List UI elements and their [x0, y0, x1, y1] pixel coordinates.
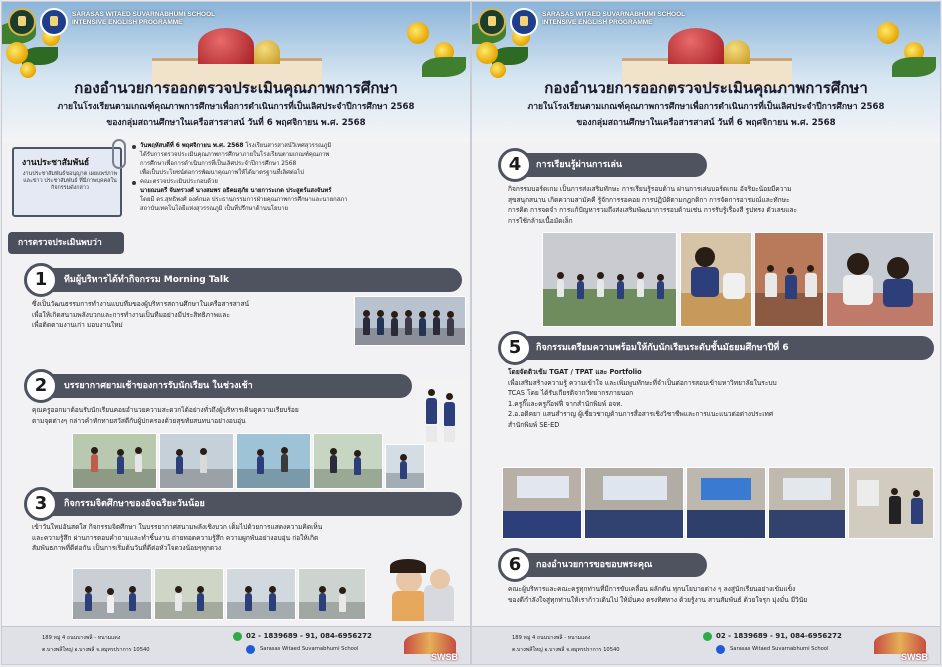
text-line: คุณครูออกมาต้อนรับนักเรียนคอยอำนวยความสะดวกได้อย่างทั่วถึงผู้บริหารเดินดูความเรียบร้อย	[32, 406, 299, 414]
section-2-text	[32, 405, 432, 426]
brand-mark: SWSB	[431, 652, 458, 662]
footer-phone: 02 - 1839689 - 91, 084-6956272	[716, 632, 842, 640]
mindfulness-photo-2	[154, 568, 224, 620]
section-1-number: 1	[24, 263, 58, 297]
poster-subtitle-1: ภายในโรงเรียนตามเกณฑ์คุณภาพการศึกษาเพื่อการดำเนินการที่เป็นเลิศประจำปีการศึกษา 2568	[527, 102, 885, 112]
bullet-date	[132, 142, 467, 151]
bullet-date-rest: โรงเรียนสารสาสน์วิเทศสุวรรณภูมิ	[245, 143, 332, 149]
paperclip-icon	[112, 139, 126, 169]
boardgame-photo-4	[826, 232, 934, 327]
section-1-header	[32, 268, 462, 292]
school-name	[542, 11, 685, 27]
bullet-date-bold: วันพฤหัสบดีที่ 6 พฤศจิกายน พ.ศ. 2568	[140, 143, 244, 149]
footer-bar	[472, 626, 940, 664]
boardgame-photo-1	[542, 232, 677, 327]
poster-title: กองอำนวยการออกตรวจประเมินคุณภาพการศึกษา	[544, 79, 868, 97]
bullet-line: นายณนตรี จันทรวงศ์ นางสมพร อธิคมสุภัย นายการะเกด ประสูตร์แสงจันทร์	[140, 188, 332, 194]
school-name-line2: INTENSIVE ENGLISH PROGRAMME	[72, 19, 183, 26]
pr-notice-text: งานประชาสัมพันธ์ขอนุญาต เผยแพร่ภาพและข่าว ประชาสัมพันธ์ ที่มีภาพบุคคลในกิจกรรมดังกล่าว	[22, 171, 118, 191]
mindfulness-photo-3	[226, 568, 296, 620]
poster-subtitle-2: ของกลุ่มสถานศึกษาในเครือสารสาสน์ วันที่ 6 พฤศจิกายน พ.ศ. 2568	[576, 118, 836, 128]
evaluation-tag: การตรวจประเมินพบว่า	[8, 232, 124, 254]
section-4-text	[508, 184, 940, 226]
section-2-title: บรรยากาศยามเช้าของการรับนักเรียน ในช่วงเช้า	[64, 381, 253, 391]
section-1-text	[32, 299, 352, 331]
mindfulness-photo-4	[298, 568, 366, 620]
phone-icon	[703, 632, 712, 641]
text-line: เพื่อให้เกิดสนามพลังบวกและการทำงานเป็นทีมอย่างมีประสิทธิภาพและ	[32, 310, 230, 319]
mindfulness-photo-1	[72, 568, 152, 620]
red-dome	[668, 28, 724, 64]
poster-title: กองอำนวยการออกตรวจประเมินคุณภาพการศึกษา	[74, 79, 398, 97]
footer-address-2: ต.บางพลีใหญ่ อ.บางพลี จ.สมุทรปราการ 10540	[42, 647, 150, 653]
school-name-line1: SARASAS WITAED SUVARNABHUMI SCHOOL	[72, 11, 216, 18]
intro-bullets	[132, 142, 467, 214]
footer-address-1: 189 หมู่ 4 ถนนบางพลี - หนามแดง	[42, 635, 121, 641]
text-line: การใช้กล้ามเนื้อมัดเล็ก	[508, 216, 573, 225]
text-line: ของดีกำลังใจสู่ทุกท่านให้เราก้าวเดินไป ให้มั่นคง ตรงทิศทาง ด้วยรู้งาน สานสัมพันธ์ ด้วยใจรุก มุ่งมั่น มีวินัย	[508, 595, 808, 604]
text-line: เข้าวันใหม่อันสดใส กิจกรรมจิตศึกษา ในบรรยากาศสนามพลังเชิงบวก เต็มไปด้วยการแสดงความคิดเห็น	[32, 523, 323, 531]
text-line: ซึ่งเป็นวัฒนธรรมการทำงานแบบทีมของผู้บริหารสถานศึกษาในเครือสารสาสน์	[32, 300, 250, 308]
text-line: การคิด การจดจำ การแก้ปัญหารวมถึงส่งเสริมพัฒนาการรอบด้านเช่น การรับรู้เรื่องสี รูปทรง ตัวเลขและ	[508, 206, 798, 214]
section-6-header	[502, 553, 707, 577]
school-crest-icon	[510, 8, 538, 36]
text-line: เพื่อติดตามงานเก่า มอบงานใหม่	[32, 321, 123, 329]
section-5-text	[508, 367, 940, 430]
swsb-logo	[868, 632, 932, 662]
gold-dome	[724, 40, 750, 64]
swsb-logo	[398, 632, 462, 662]
section-5-title: กิจกรรมเตรียมความพร้อมให้กับนักเรียนระดับชั้นมัธยมศึกษาปีที่ 6	[536, 343, 789, 353]
section-6-text	[508, 584, 940, 605]
facebook-icon	[246, 645, 255, 654]
boardgame-photo-3	[754, 232, 824, 327]
bullet-line: การศึกษาเพื่อการดำเนินการที่เป็นเลิศประจำปีการศึกษา 2568	[140, 161, 297, 167]
section-2-number: 2	[24, 369, 58, 403]
bullet-line: เพื่อเป็นประโยชน์ต่อการพัฒนาคุณภาพให้ได้มาตรฐานที่เลิศต่อไป	[140, 170, 304, 176]
section-2-header	[32, 374, 412, 398]
brand-mark: SWSB	[901, 652, 928, 662]
section-5-header	[502, 336, 934, 360]
school-logo-icon	[478, 8, 506, 36]
footer-address-2: ต.บางพลีใหญ่ อ.บางพลี จ.สมุทรปราการ 10540	[512, 647, 620, 653]
footer-facebook: Sarasas Witaed Suvarnabhumi School	[260, 646, 359, 652]
text-line: กิจกรรมบอร์ดเกม เป็นการส่งเสริมทักษะ การเรียนรู้รอบด้าน ผ่านการเล่นบอร์ดเกม อัจริยะน้อยมีความ	[508, 185, 792, 193]
school-name-line1: SARASAS WITAED SUVARNABHUMI SCHOOL	[542, 11, 686, 18]
tutoring-photo-5	[848, 467, 934, 539]
flower-decoration	[476, 42, 498, 64]
text-line: คณะผู้บริหารและคณะครูทุกท่านที่มีการขับเคลื่อน ผลักดัน ทุกนโยบายต่าง ๆ ลงสู่นักเรียนอย่างเข้มแข็ง	[508, 585, 796, 593]
footer-phone: 02 - 1839689 - 91, 084-6956272	[246, 632, 372, 640]
tutoring-photo-4	[768, 467, 846, 539]
section-1-title: ทีมผู้บริหารได้ทำกิจกรรม Morning Talk	[64, 275, 229, 285]
text-line: โดยจัดติวเข้ม TGAT / TPAT และ Portfolio	[508, 368, 642, 376]
section-4-header	[502, 153, 707, 177]
welcome-photo-5	[385, 444, 425, 489]
pr-notice-card	[12, 147, 122, 217]
bullet-committee: คณะตรวจประเมินประกอบด้วย	[132, 178, 467, 187]
gold-dome	[254, 40, 280, 64]
poster-subtitle-1: ภายในโรงเรียนตามเกณฑ์คุณภาพการศึกษาเพื่อการดำเนินการที่เป็นเลิศประจำปีการศึกษา 2568	[57, 102, 415, 112]
school-logo-icon	[8, 8, 36, 36]
section-3-number: 3	[24, 487, 58, 521]
text-line: และความรู้สึก ผ่านการตอบคำถามและทำชิ้นงาน ถ่ายทอดความรู้สึก ความผูกพันอย่างอบอุ่น ก่อให้เกิด	[32, 533, 319, 542]
section-3-text	[32, 522, 471, 554]
facebook-icon	[716, 645, 725, 654]
tutoring-photo-1	[502, 467, 582, 539]
section-3-header	[32, 492, 462, 516]
bullet-line: สถาบันเทคโนโลยีแห่งสุวรรณภูมิ เป็นที่ปรึกษาด้านนโยบาย	[140, 206, 289, 212]
text-line: สำนักพิมพ์ SE-ED	[508, 420, 560, 429]
text-line: ตามจุดต่างๆ กล่าวคำทักทายสวัสดีกับผู้ปกครองด้วยสุขทัยสนทนาอย่างอบอุ่น	[32, 416, 246, 425]
leaf-decoration	[422, 57, 466, 77]
poster-subtitle-2: ของกลุ่มสถานศึกษาในเครือสารสาสน์ วันที่ 6 พฤศจิกายน พ.ศ. 2568	[106, 118, 366, 128]
text-line: สุขสนุกสนาน เกิดความสามัคคี รู้จักการรอคอย การปฏิบัติตามกฎกติกา การจัดการอารมณ์และทักษะ	[508, 195, 790, 204]
section-3-title: กิจกรรมจิตศึกษาของอัจฉริยะวันน้อย	[64, 499, 205, 509]
section-5-number: 5	[498, 331, 532, 365]
boardgame-photo-2	[680, 232, 752, 327]
section-6-title: กองอำนวยการขอขอบพระคุณ	[536, 560, 653, 570]
welcome-photo-3	[236, 433, 311, 489]
welcome-photo-2	[159, 433, 234, 489]
section-6-number: 6	[498, 548, 532, 582]
pr-title: งานประชาสัมพันธ์	[22, 158, 90, 168]
poster-left	[1, 1, 471, 665]
flower-decoration	[6, 42, 28, 64]
section-4-number: 4	[498, 148, 532, 182]
arch-decoration	[874, 632, 926, 654]
text-line: สัมพันธภาพที่ดีต่อกัน เป็นการเริ่มต้นวันที่ดีต่อหัวใจดวงน้อยๆทุกดวง	[32, 544, 222, 552]
flower-decoration	[877, 22, 899, 44]
footer-facebook: Sarasas Witaed Suvarnabhumi School	[730, 646, 829, 652]
welcome-photo-1	[72, 433, 157, 489]
bullet-line: โดยมี ดร.สุทธิพงศ์ องค์กมล ประธานกรรมการฝ่ายคุณภาพการศึกษาและนายกสภา	[140, 197, 348, 203]
tutoring-photo-3	[686, 467, 766, 539]
school-name	[72, 11, 215, 27]
phone-icon	[233, 632, 242, 641]
red-dome	[198, 28, 254, 64]
poster-right	[471, 1, 941, 665]
section-4-title: การเรียนรู้ผ่านการเล่น	[536, 160, 623, 170]
school-crest-icon	[40, 8, 68, 36]
students-cutout-photo	[416, 378, 468, 448]
tutoring-photo-2	[584, 467, 684, 539]
bullet-line: ได้รับการตรวจประเมินคุณภาพการศึกษาภายในโรงเรียนตามเกณฑ์คุณภาพ	[140, 152, 330, 158]
text-line: 2.อ.อติคยา แสนสำราญ ผู้เชี่ยวชาญด้านการสื่อสารเชิงวิชาชีพและการแนะแนวต่อต่างประเทศ	[508, 410, 774, 418]
children-cutout-photo	[382, 557, 462, 625]
morning-talk-photo	[354, 296, 466, 346]
text-line: 1.ครูกิ๊และครูก๊อฟฟี่ จากสำนักพิมพ์ อจท.	[508, 399, 623, 408]
text-line: TCAS โดย ได้รับเกียรติจากวิทยากรภายนอก	[508, 389, 634, 397]
footer-bar	[2, 626, 470, 664]
flower-decoration	[407, 22, 429, 44]
footer-address-1: 189 หมู่ 4 ถนนบางพลี - หนามแดง	[512, 635, 591, 641]
text-line: เพื่อเสริมสร้างความรู้ ความเข้าใจ และเพิ่มพูนทักษะที่จำเป็นต่อการสอบเข้ามหาวิทยาลัยในระบบ	[508, 378, 777, 387]
school-name-line2: INTENSIVE ENGLISH PROGRAMME	[542, 19, 653, 26]
welcome-photo-4	[313, 433, 383, 489]
leaf-decoration	[892, 57, 936, 77]
arch-decoration	[404, 632, 456, 654]
